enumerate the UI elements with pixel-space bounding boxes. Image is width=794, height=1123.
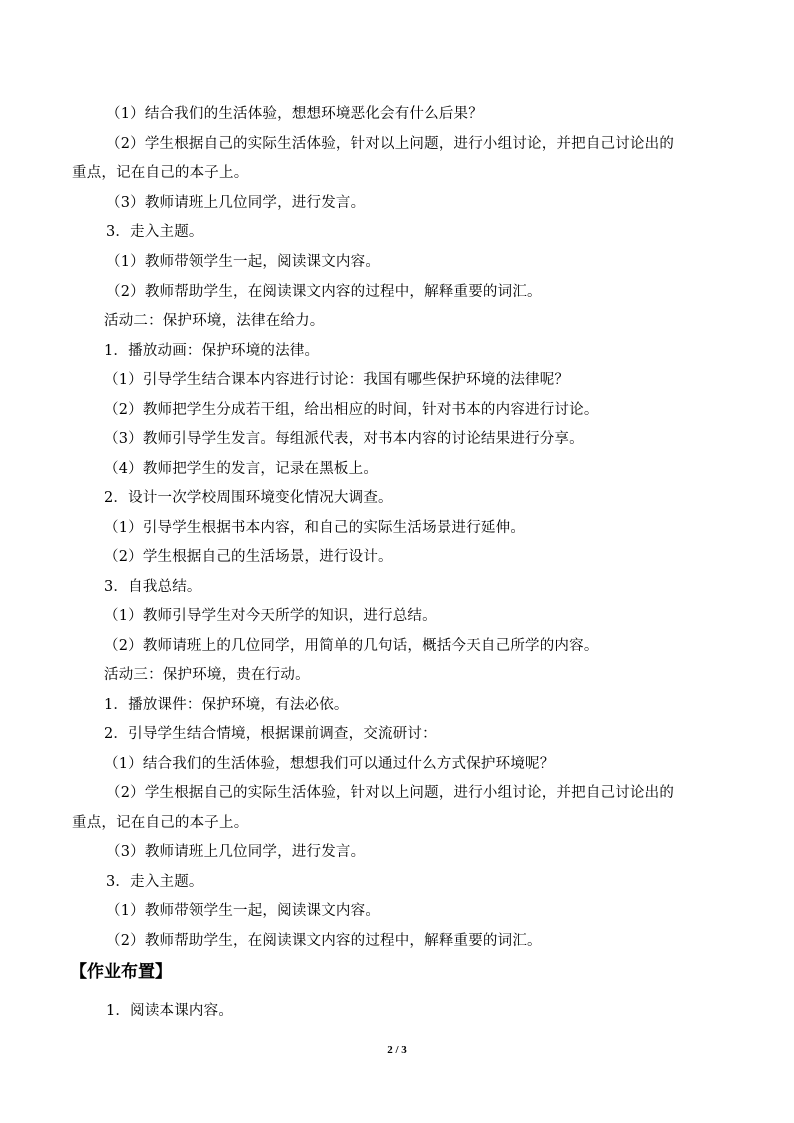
paragraph-line: （1）引导学生结合课本内容进行讨论：我国有哪些保护环境的法律呢？: [104, 372, 570, 388]
homework-item: 1．阅读本课内容。: [106, 1003, 234, 1019]
paragraph-line: 1．播放动画：保护环境的法律。: [104, 343, 320, 359]
paragraph-line: 2．设计一次学校周围环境变化情况大调查。: [104, 490, 393, 506]
paragraph-line: 重点，记在自己的本子上。: [72, 815, 249, 831]
paragraph-line: （4）教师把学生的发言，记录在黑板上。: [104, 461, 379, 477]
paragraph-line: （2）教师把学生分成若干组，给出相应的时间，针对书本的内容进行讨论。: [104, 402, 599, 418]
paragraph-line: （2）学生根据自己的生活场景，进行设计。: [104, 549, 393, 565]
paragraph-line: （2）学生根据自己的实际生活体验，针对以上问题，进行小组讨论，并把自己讨论出的: [106, 785, 675, 801]
paragraph-line: （2）教师请班上的几位同学，用简单的几句话，概括今天自己所学的内容。: [104, 638, 599, 654]
paragraph-line: （1）结合我们的生活体验，想想我们可以通过什么方式保护环境呢？: [104, 756, 555, 772]
section-line: 活动二：保护环境，法律在给力。: [104, 313, 325, 329]
paragraph-line: 1．播放课件：保护环境，有法必依。: [104, 697, 349, 713]
paragraph-line: （2）教师帮助学生，在阅读课文内容的过程中，解释重要的词汇。: [106, 284, 542, 300]
section-line: 活动三：保护环境，贵在行动。: [104, 667, 310, 683]
paragraph-line: 重点，记在自己的本子上。: [72, 165, 249, 181]
page-number: 2 / 3: [387, 1044, 407, 1056]
paragraph-line: （3）教师引导学生发言。每组派代表，对书本内容的讨论结果进行分享。: [104, 431, 584, 447]
homework-heading: 【作业布置】: [70, 962, 172, 982]
paragraph-line: （1）教师引导学生对今天所学的知识，进行总结。: [104, 608, 437, 624]
paragraph-line: （1）结合我们的生活体验，想想环境恶化会有什么后果？: [106, 106, 483, 122]
paragraph-line: （2）教师帮助学生，在阅读课文内容的过程中，解释重要的词汇。: [106, 933, 542, 949]
paragraph-line: （3）教师请班上几位同学，进行发言。: [106, 195, 366, 211]
paragraph-line: 3．自我总结。: [104, 579, 202, 595]
paragraph-line: 3．走入主题。: [106, 874, 204, 890]
paragraph-line: 2．引导学生结合情境，根据课前调查，交流研讨：: [104, 726, 437, 742]
paragraph-line: （1）引导学生根据书本内容，和自己的实际生活场景进行延伸。: [104, 520, 526, 536]
paragraph-line: （1）教师带领学生一起，阅读课文内容。: [106, 254, 381, 270]
paragraph-line: 3．走入主题。: [106, 224, 204, 240]
paragraph-line: （2）学生根据自己的实际生活体验，针对以上问题，进行小组讨论，并把自己讨论出的: [106, 136, 675, 152]
paragraph-line: （3）教师请班上几位同学，进行发言。: [106, 844, 366, 860]
paragraph-line: （1）教师带领学生一起，阅读课文内容。: [106, 903, 381, 919]
